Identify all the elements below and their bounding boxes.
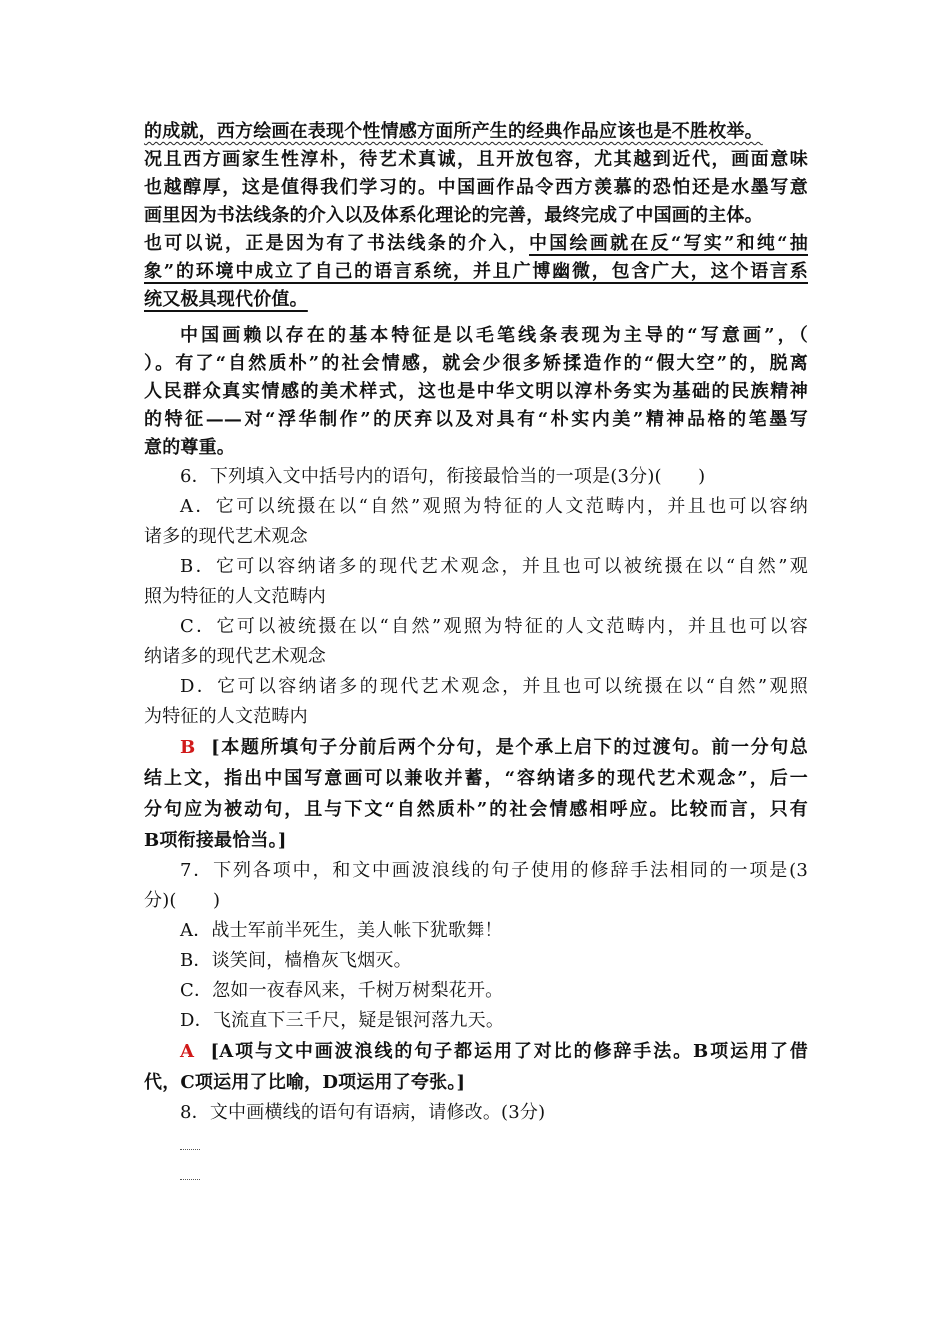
blank-dotted-line xyxy=(180,1179,200,1180)
underlined-sentence-start: 中国绘画就在反“写实”和纯“抽 xyxy=(529,233,808,254)
answer-7-line2: 代，C项运用了比喻，D项运用了夸张。] xyxy=(144,1072,466,1093)
para2-line-4: 的特征——对“浮华制作”的厌弃以及对具有“朴实内美”精神品格的笔墨写 xyxy=(144,409,808,430)
passage-line-3: 也越醇厚，这是值得我们学习的。中国画作品令西方羡慕的恐怕还是水墨写意 xyxy=(144,177,808,198)
question-6-option-a-line1: A．它可以统摄在以“自然”观照为特征的人文范畴内，并且也可以容纳 xyxy=(180,496,808,517)
answer-6-line4: B项衔接最恰当。] xyxy=(144,830,287,851)
passage-line-5-plain: 也可以说，正是因为有了书法线条的介入， xyxy=(144,233,530,254)
answer-7 xyxy=(144,1036,808,1098)
answer-6-line1 xyxy=(144,732,808,763)
underlined-sentence-end: 统又极具现代价值。 xyxy=(144,289,308,310)
answer-6-explanation-1: [本题所填句子分前后两个分句，是个承上启下的过渡句。前一分句总 xyxy=(211,737,808,758)
passage-paragraph-2 xyxy=(144,322,808,462)
question-8 xyxy=(144,1098,808,1188)
answer-6-line3: 分句应为被动句，且与下文“自然质朴”的社会情感相呼应。比较而言，只有 xyxy=(144,799,808,820)
wavy-underlined-sentence: 的成就，西方绘画在表现个性情感方面所产生的经典作品应该也是不胜枚举。 xyxy=(144,121,763,142)
document-page xyxy=(144,118,808,1188)
passage-line-2: 况且西方画家生性淳朴，待艺术真诚，且开放包容，尤其越到近代，画面意味 xyxy=(144,149,808,170)
question-7 xyxy=(144,856,808,1036)
passage-line-1 xyxy=(144,118,808,146)
question-6-option-d-line1: D．它可以容纳诸多的现代艺术观念，并且也可以统摄在以“自然”观照 xyxy=(180,676,808,697)
question-7-option-d: D．飞流直下三千尺，疑是银河落九天。 xyxy=(180,1010,505,1031)
question-6-option-b-line1: B．它可以容纳诸多的现代艺术观念，并且也可以被统摄在以“自然”观 xyxy=(180,556,808,577)
passage-line-4: 画里因为书法线条的介入以及体系化理论的完善，最终完成了中国画的主体。 xyxy=(144,205,763,226)
passage-line-7 xyxy=(144,286,808,314)
passage-paragraph-1 xyxy=(144,118,808,314)
question-7-option-a: A．战士军前半死生，美人帐下犹歌舞！ xyxy=(180,920,503,941)
question-8-stem: 8．文中画横线的语句有语病，请修改。(3分) xyxy=(180,1102,546,1123)
question-6 xyxy=(144,462,808,732)
question-7-stem-line2: 分)( ) xyxy=(144,890,221,911)
spacer xyxy=(144,314,808,322)
question-6-option-c-line2: 纳诸多的现代艺术观念 xyxy=(144,646,326,667)
passage-line-5 xyxy=(144,230,808,258)
passage-line-6 xyxy=(144,258,808,286)
question-7-option-c: C．忽如一夜春风来，千树万树梨花开。 xyxy=(180,980,504,1001)
question-7-option-b: B．谈笑间，樯橹灰飞烟灭。 xyxy=(180,950,412,971)
question-6-stem: 6．下列填入文中括号内的语句，衔接最恰当的一项是(3分)( ) xyxy=(180,466,706,487)
para2-line-2: ）。有了“自然质朴”的社会情感，就会少很多矫揉造作的“假大空”的，脱离 xyxy=(144,353,808,374)
question-6-option-d-line2: 为特征的人文范畴内 xyxy=(144,706,308,727)
para2-line-5: 意的尊重。 xyxy=(144,437,235,458)
question-6-option-c-line1: C．它可以被统摄在以“自然”观照为特征的人文范畴内，并且也可以容 xyxy=(180,616,808,637)
answer-7-line1 xyxy=(144,1036,808,1067)
para2-line-3: 人民群众真实情感的美术样式，这也是中华文明以淳朴务实为基础的民族精神 xyxy=(144,381,808,402)
answer-6 xyxy=(144,732,808,856)
answer-6-letter: B xyxy=(180,737,196,758)
answer-blank-1[interactable] xyxy=(144,1128,808,1158)
question-6-option-a-line2: 诸多的现代艺术观念 xyxy=(144,526,308,547)
answer-blank-2[interactable] xyxy=(144,1158,808,1188)
underlined-sentence-middle: 象”的环境中成立了自己的语言系统，并且广博幽微，包含广大，这个语言系 xyxy=(144,261,808,282)
blank-dotted-line xyxy=(180,1149,200,1150)
question-7-stem-line1: 7．下列各项中，和文中画波浪线的句子使用的修辞手法相同的一项是(3 xyxy=(180,860,808,881)
para2-line-1: 中国画赖以存在的基本特征是以毛笔线条表现为主导的“写意画”，（ xyxy=(180,325,808,346)
answer-7-letter: A xyxy=(180,1041,195,1062)
answer-6-line2: 结上文，指出中国写意画可以兼收并蓄，“容纳诸多的现代艺术观念”，后一 xyxy=(144,768,808,789)
question-6-option-b-line2: 照为特征的人文范畴内 xyxy=(144,586,326,607)
answer-7-explanation-1: [A项与文中画波浪线的句子都运用了对比的修辞手法。B项运用了借 xyxy=(210,1041,808,1062)
